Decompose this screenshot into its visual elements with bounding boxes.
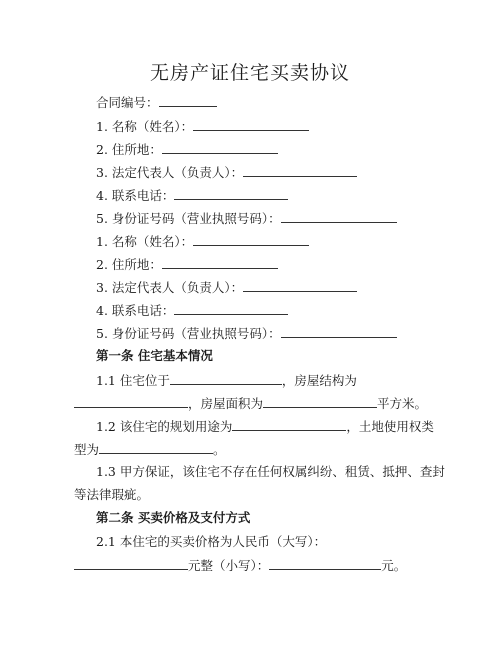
party-b-id-blank bbox=[281, 325, 397, 338]
area-blank bbox=[263, 395, 377, 408]
structure-blank bbox=[74, 395, 188, 408]
planned-use-blank bbox=[232, 418, 346, 431]
party-b-id-line bbox=[96, 325, 397, 342]
clause-1-2-line-1 bbox=[96, 418, 434, 435]
party-a-id-line bbox=[96, 210, 397, 227]
contract-number-line bbox=[96, 94, 217, 111]
clause-1-1-text-c: ，房屋面积为 bbox=[188, 396, 264, 411]
party-a-legal-rep-line bbox=[96, 164, 357, 181]
party-b-legal-rep-line bbox=[96, 279, 357, 296]
party-b-phone-label: 4. 联系电话： bbox=[96, 303, 175, 318]
clause-1-3-line-1: 1.3 甲方保证，该住宅不存在任何权属纠纷、租赁、抵押、查封 bbox=[96, 464, 445, 479]
party-a-phone-label: 4. 联系电话： bbox=[96, 188, 175, 203]
party-a-phone-blank bbox=[174, 187, 288, 200]
party-b-phone-line bbox=[96, 302, 288, 319]
party-a-address-blank bbox=[162, 141, 278, 154]
clause-2-1-line-2 bbox=[74, 557, 406, 574]
party-b-name-label: 1. 名称（姓名）： bbox=[96, 234, 194, 249]
clause-1-2-text-a: 1.2 该住宅的规划用途为 bbox=[96, 419, 233, 434]
party-a-address-label: 2. 住所地： bbox=[96, 142, 162, 157]
clause-1-1-line-1 bbox=[96, 372, 357, 389]
party-a-id-label: 5. 身份证号码（营业执照号码）： bbox=[96, 211, 281, 226]
clause-1-1-text-b: ，房屋结构为 bbox=[281, 373, 357, 388]
clause-1-2-line-2 bbox=[74, 441, 226, 458]
party-b-address-line bbox=[96, 256, 278, 273]
party-a-id-blank bbox=[281, 210, 397, 223]
party-b-legal-rep-label: 3. 法定代表人（负责人）： bbox=[96, 280, 244, 295]
party-a-name-line bbox=[96, 118, 309, 135]
party-b-address-label: 2. 住所地： bbox=[96, 257, 162, 272]
article-2-heading: 第二条 买卖价格及支付方式 bbox=[96, 510, 251, 525]
clause-1-1-text-d: 平方米。 bbox=[377, 396, 428, 411]
location-blank bbox=[170, 372, 282, 385]
contract-number-label: 合同编号： bbox=[96, 95, 159, 110]
clause-1-2-text-c: 型为 bbox=[74, 442, 100, 457]
party-a-name-blank bbox=[193, 118, 309, 131]
article-1-heading: 第一条 住宅基本情况 bbox=[96, 348, 213, 363]
party-a-address-line bbox=[96, 141, 278, 158]
party-b-id-label: 5. 身份证号码（营业执照号码）： bbox=[96, 326, 281, 341]
clause-1-2-text-d: 。 bbox=[213, 442, 226, 457]
party-a-legal-rep-label: 3. 法定代表人（负责人）： bbox=[96, 165, 244, 180]
clause-1-2-text-b: ，土地使用权类 bbox=[346, 419, 434, 434]
clause-2-1-text-c: 元。 bbox=[381, 558, 407, 573]
party-b-name-blank bbox=[193, 233, 309, 246]
clause-1-1-line-2 bbox=[74, 395, 427, 412]
clause-2-1-text-b: 元整（小写）： bbox=[188, 558, 270, 573]
land-use-type-blank bbox=[99, 441, 213, 454]
party-b-name-line bbox=[96, 233, 309, 250]
party-a-phone-line bbox=[96, 187, 288, 204]
clause-1-1-text-a: 1.1 住宅位于 bbox=[96, 373, 170, 388]
price-uppercase-blank bbox=[74, 557, 188, 570]
party-a-legal-rep-blank bbox=[243, 164, 357, 177]
party-b-phone-blank bbox=[174, 302, 288, 315]
clause-2-1-line-1: 2.1 本住宅的买卖价格为人民币（大写）： bbox=[96, 534, 327, 549]
price-numeric-blank bbox=[269, 557, 381, 570]
party-a-name-label: 1. 名称（姓名）： bbox=[96, 119, 194, 134]
document-title: 无房产证住宅买卖协议 bbox=[149, 62, 350, 84]
contract-number-blank bbox=[159, 94, 217, 107]
party-b-address-blank bbox=[162, 256, 278, 269]
clause-1-3-line-2: 等法律瑕疵。 bbox=[74, 487, 150, 502]
party-b-legal-rep-blank bbox=[243, 279, 357, 292]
